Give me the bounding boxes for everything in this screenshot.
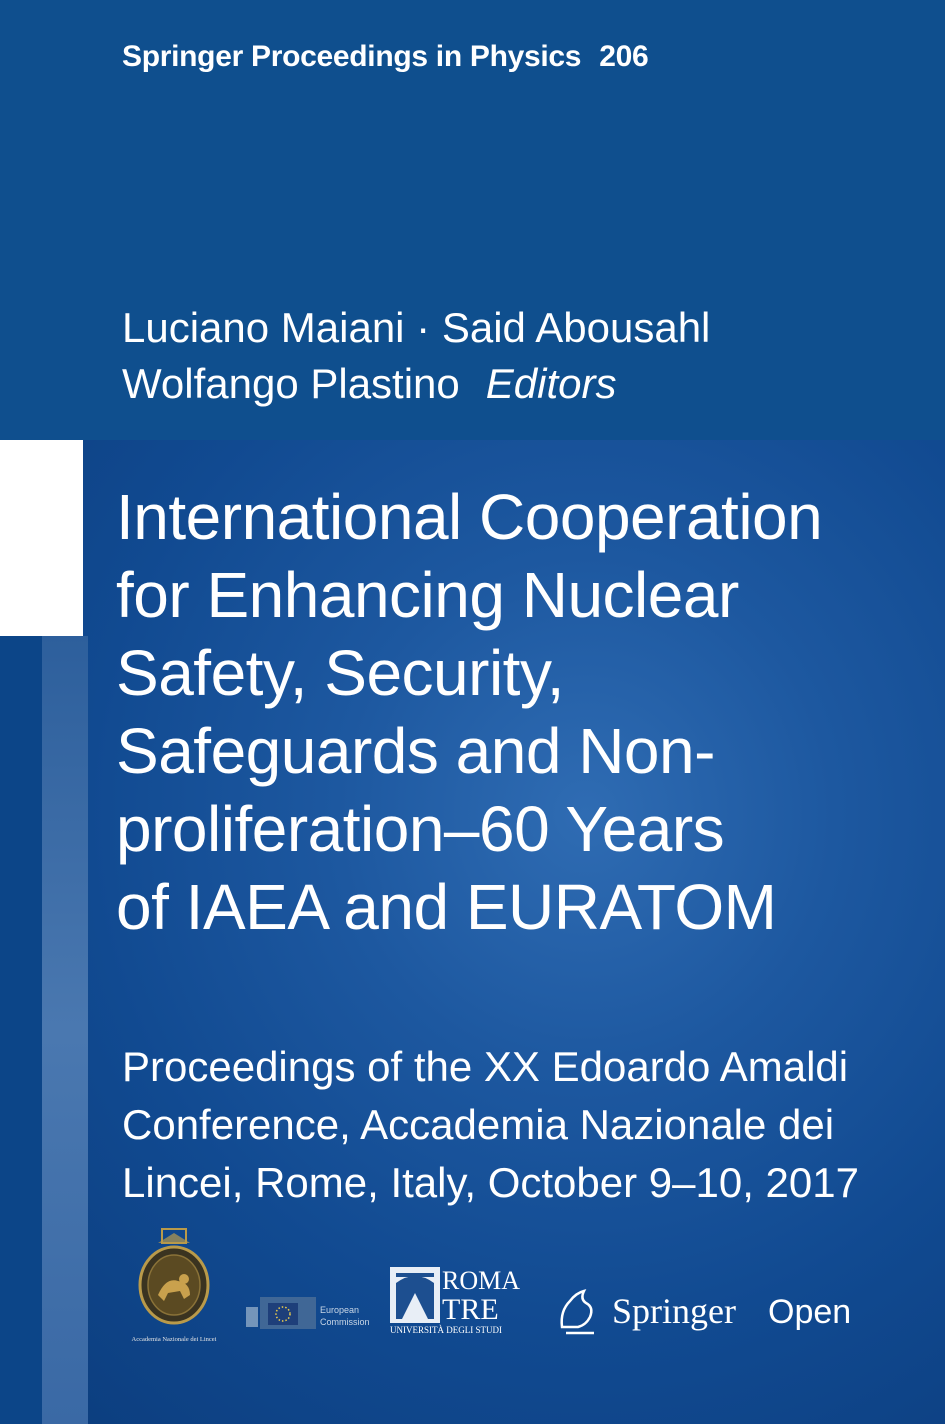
- roma-university-text: UNIVERSITÀ DEGLI STUDI: [390, 1325, 502, 1335]
- book-subtitle: [122, 1038, 912, 1212]
- tre-text: TRE: [442, 1293, 499, 1326]
- logos-row: [0, 1225, 945, 1355]
- springer-open-word: Open: [768, 1293, 852, 1331]
- lincei-caption: Accademia Nazionale dei Lincei: [131, 1336, 217, 1343]
- subtitle-line: Lincei, Rome, Italy, October 9–10, 2017: [122, 1159, 859, 1206]
- title-line: Safety, Security,: [116, 637, 564, 709]
- springer-horse-icon: [562, 1291, 592, 1327]
- series-name: Springer Proceedings in Physics: [122, 40, 582, 73]
- subtitle-line: Proceedings of the XX Edoardo Amaldi: [122, 1043, 849, 1090]
- ec-line-2: Commission: [320, 1317, 370, 1327]
- book-title: [116, 478, 926, 946]
- title-line: Safeguards and Non-: [116, 715, 715, 787]
- editors-line-1: Luciano Maiani · Said Abousahl: [122, 304, 711, 351]
- title-line: for Enhancing Nuclear: [116, 559, 739, 631]
- editors-role: Editors: [485, 360, 617, 407]
- title-line: International Cooperation: [116, 481, 823, 553]
- editors-block: [122, 300, 710, 412]
- white-tab: [0, 440, 83, 636]
- title-line: proliferation–60 Years: [116, 793, 725, 865]
- springer-open-logo: [556, 1283, 856, 1339]
- springer-brand: Springer: [612, 1291, 736, 1331]
- european-commission-logo: [246, 1295, 374, 1331]
- lincei-logo: [118, 1225, 230, 1345]
- ec-line-1: European: [320, 1305, 360, 1315]
- editors-line-2: Wolfango Plastino: [122, 360, 460, 407]
- series-title: [122, 40, 648, 74]
- title-line: of IAEA and EURATOM: [116, 871, 777, 943]
- roma-tre-logo: [388, 1263, 522, 1335]
- subtitle-line: Conference, Accademia Nazionale dei: [122, 1101, 835, 1148]
- series-volume: 206: [599, 40, 649, 73]
- roma-text: ROMA: [442, 1266, 521, 1295]
